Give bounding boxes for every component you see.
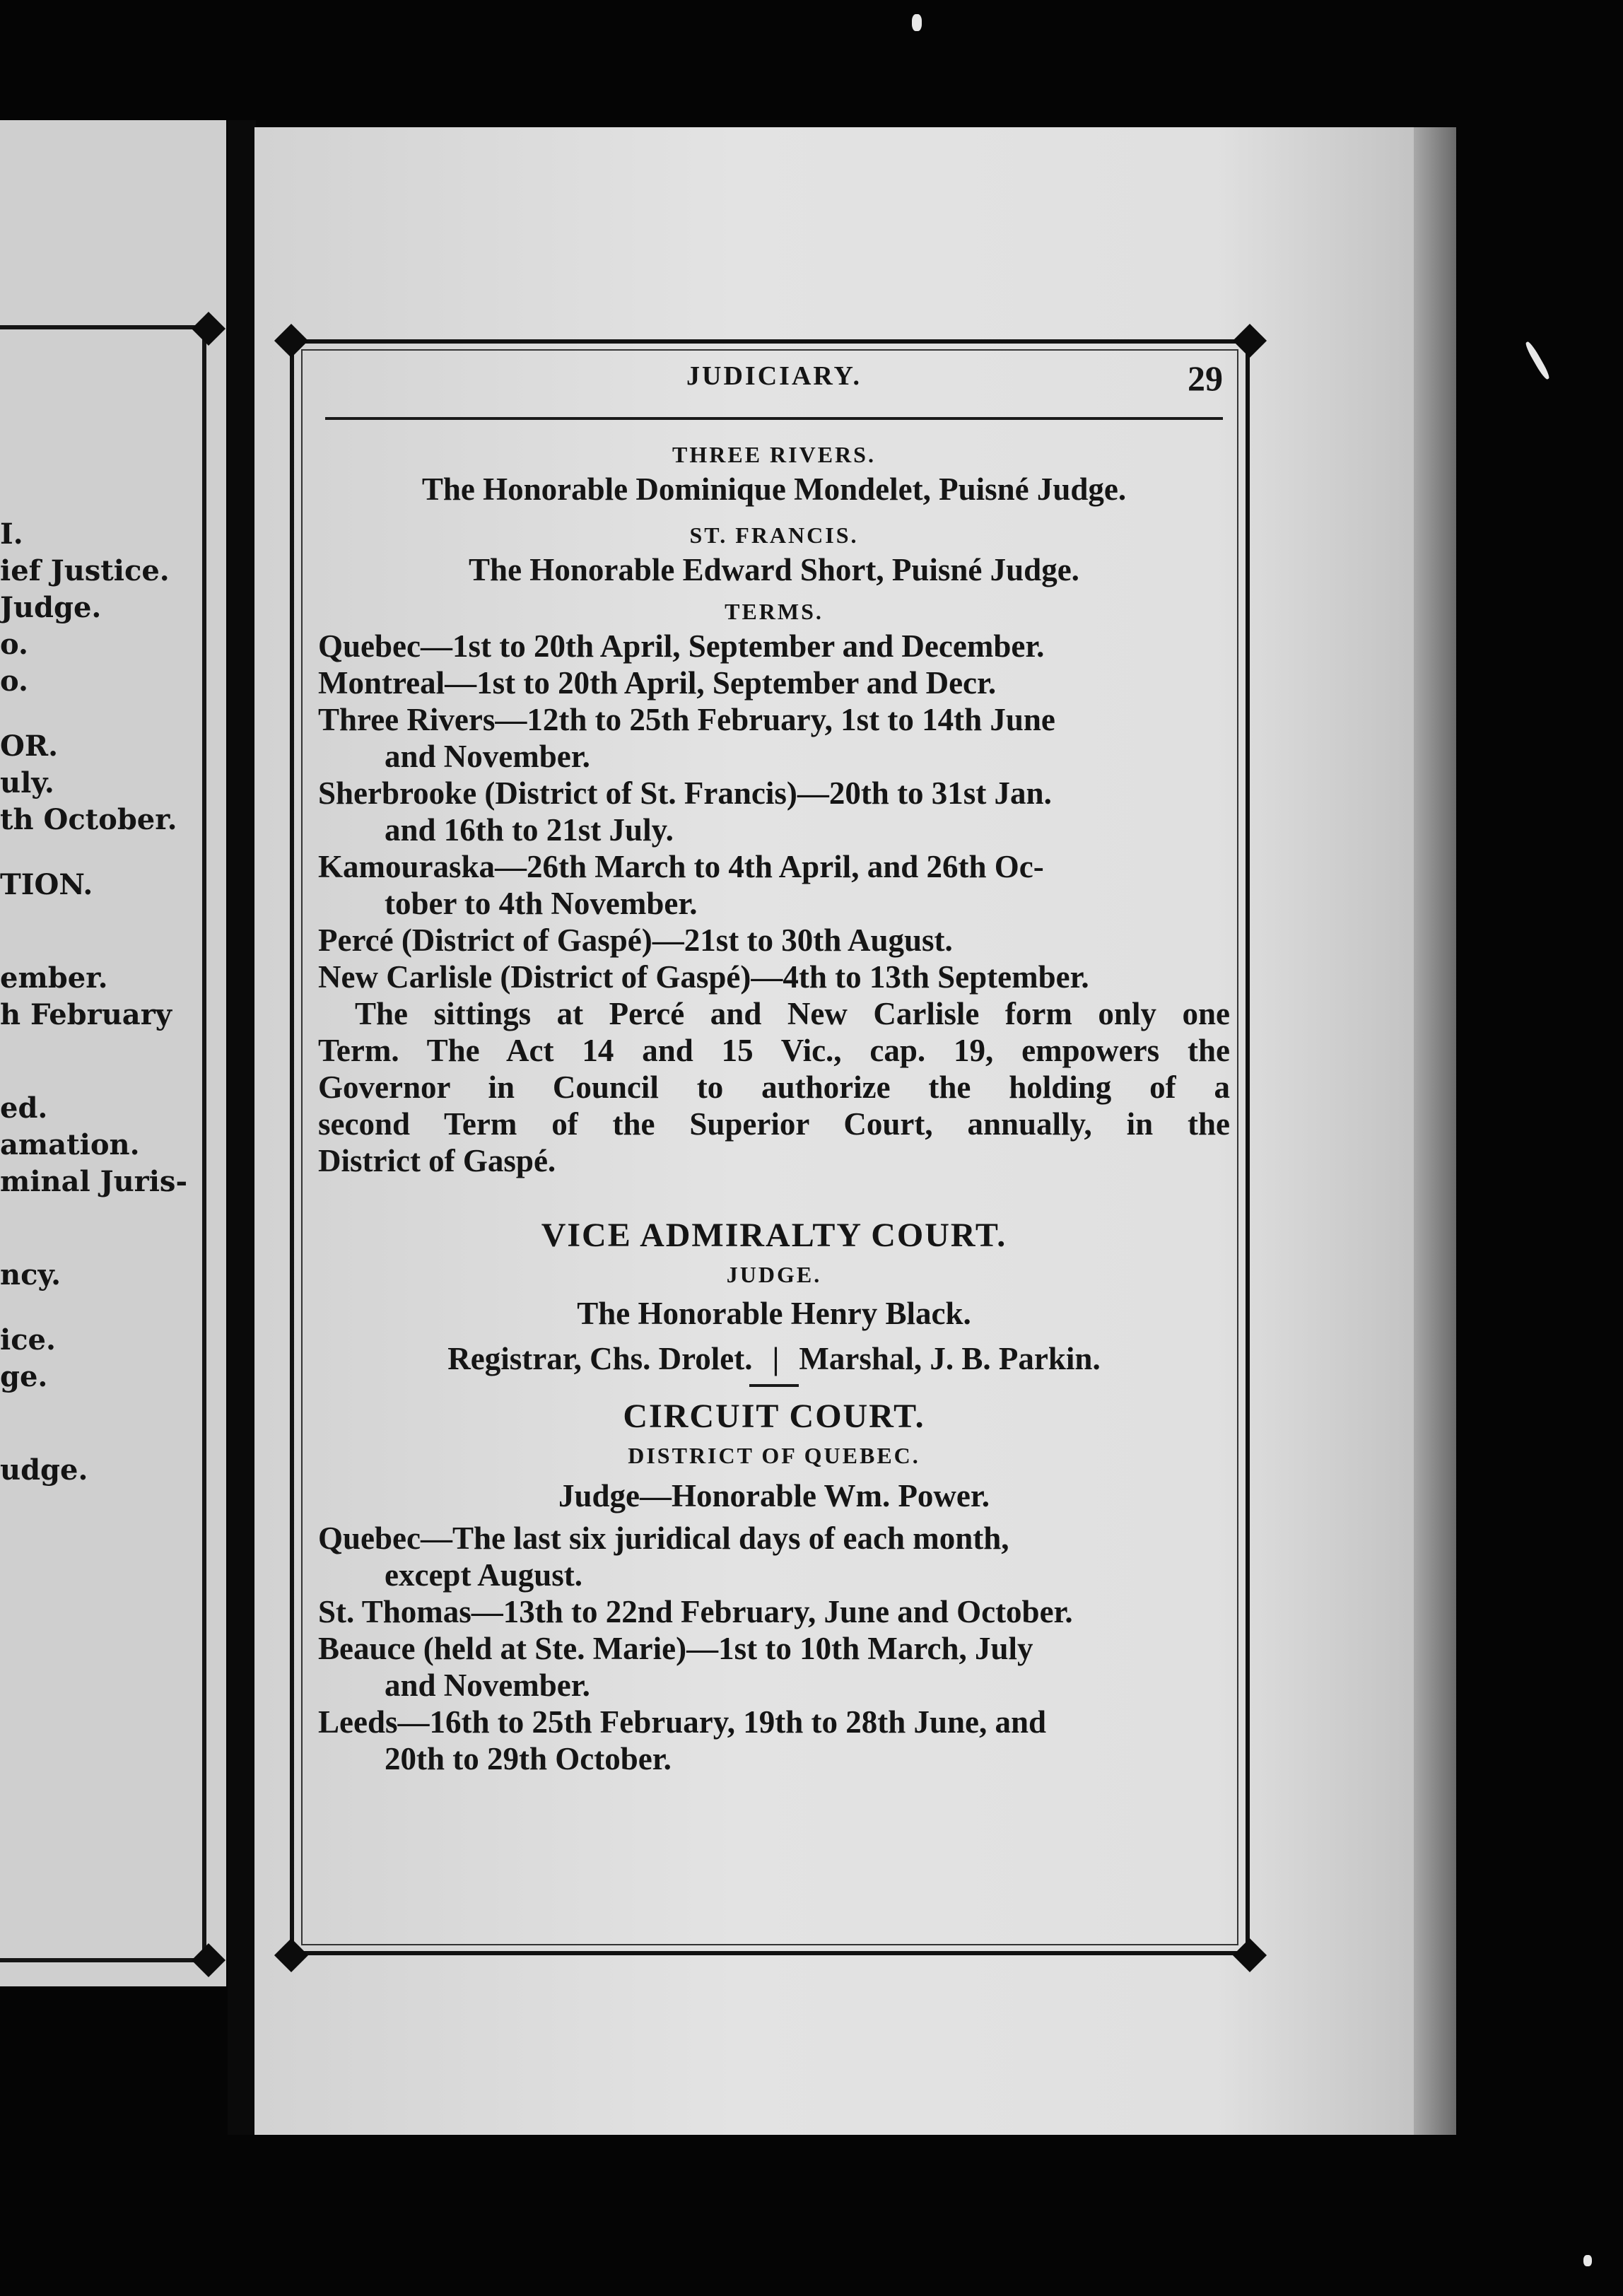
left-page-line: ember.: [0, 961, 108, 995]
page-number: 29: [1188, 358, 1223, 398]
terms-note-line: The sittings at Percé and New Carlisle form only one: [355, 996, 1230, 1031]
left-page-line: o.: [0, 628, 28, 661]
terms-line: Kamouraska—26th March to 4th April, and 26th Oc-: [318, 849, 1044, 884]
terms-note-line: Term. The Act 14 and 15 Vic., cap. 19, empowers the: [318, 1033, 1230, 1068]
left-page-line: TION.: [0, 868, 93, 901]
section-heading-circuit-court: CIRCUIT COURT.: [623, 1398, 925, 1435]
terms-line: Three Rivers—12th to 25th February, 1st to 14th June: [318, 702, 1055, 737]
terms-line: tober to 4th November.: [385, 886, 698, 921]
left-page-line: amation.: [0, 1128, 140, 1161]
circuit-line: 20th to 29th October.: [385, 1741, 672, 1776]
dust-speck: [1524, 341, 1552, 381]
running-head: [325, 353, 1223, 420]
circuit-line: St. Thomas—13th to 22nd February, June and October.: [318, 1594, 1073, 1629]
st-francis-judge: The Honorable Edward Short, Puisné Judge.: [469, 552, 1079, 587]
terms-line: and November.: [385, 739, 590, 774]
terms-list: [318, 628, 1230, 995]
left-page-line: o.: [0, 664, 28, 698]
terms-line: Percé (District of Gaspé)—21st to 30th August.: [318, 922, 953, 958]
vice-admiralty-subheading: JUDGE.: [726, 1262, 822, 1287]
circuit-line: and November.: [385, 1668, 590, 1703]
section-heading-st-francis: ST. FRANCIS.: [689, 522, 859, 548]
page-edge-shadow: [1414, 127, 1456, 2135]
circuit-line: Quebec—The last six juridical days of each month,: [318, 1521, 1009, 1556]
terms-line: Montreal—1st to 20th April, September and Decr.: [318, 665, 997, 701]
terms-line: New Carlisle (District of Gaspé)—4th to 13th September.: [318, 959, 1089, 995]
left-page-frame-top: [0, 325, 205, 329]
left-page-line: uly.: [0, 766, 54, 800]
officer-separator: |: [772, 1341, 780, 1376]
page-content: [318, 353, 1230, 1777]
left-page-line: ncy.: [0, 1258, 61, 1292]
terms-note-line: District of Gaspé.: [318, 1143, 556, 1178]
terms-note: [318, 995, 1230, 1179]
left-page-line: ief Justice.: [0, 554, 170, 587]
left-page-line: h February: [0, 998, 172, 1031]
circuit-line: Leeds—16th to 25th February, 19th to 28th June, and: [318, 1704, 1047, 1740]
dust-speck: [912, 14, 922, 31]
left-facing-page: [0, 120, 226, 1986]
circuit-line: except August.: [385, 1557, 582, 1593]
three-rivers-judge: The Honorable Dominique Mondelet, Puisné Judge.: [421, 472, 1127, 507]
left-page-line: minal Juris-: [0, 1165, 188, 1198]
marshal: Marshal, J. B. Parkin.: [799, 1341, 1101, 1376]
vice-admiralty-judge: The Honorable Henry Black.: [577, 1296, 971, 1331]
left-page-line: th October.: [0, 803, 177, 836]
terms-line: Quebec—1st to 20th April, September and December.: [318, 628, 1045, 664]
circuit-court-judge: Judge—Honorable Wm. Power.: [558, 1478, 990, 1513]
circuit-line: Beauce (held at Ste. Marie)—1st to 10th March, July: [318, 1631, 1033, 1666]
section-heading-terms: TERMS.: [725, 599, 824, 624]
section-heading-three-rivers: THREE RIVERS.: [672, 442, 876, 467]
left-page-line: I.: [0, 517, 23, 551]
left-page-line: udge.: [0, 1453, 88, 1487]
registrar: Registrar, Chs. Drolet.: [447, 1341, 753, 1376]
book-gutter: [228, 120, 256, 2135]
dust-speck: [1583, 2255, 1592, 2266]
terms-note-line: Governor in Council to authorize the holding of a: [318, 1070, 1230, 1105]
left-page-frame-bottom: [0, 1958, 205, 1962]
running-title: JUDICIARY.: [686, 361, 862, 391]
left-page-line: ed.: [0, 1091, 48, 1125]
terms-line: Sherbrooke (District of St. Francis)—20th to 31st Jan.: [318, 775, 1052, 811]
terms-note-line: second Term of the Superior Court, annually, in the: [318, 1106, 1230, 1142]
section-heading-vice-admiralty: VICE ADMIRALTY COURT.: [541, 1217, 1007, 1254]
vice-admiralty-officers: [318, 1339, 1230, 1378]
left-page-line: Judge.: [0, 591, 102, 624]
terms-line: and 16th to 21st July.: [385, 812, 674, 848]
left-page-line: OR.: [0, 730, 59, 763]
left-page-frame-right: [202, 332, 206, 1958]
circuit-court-subheading: DISTRICT OF QUEBEC.: [628, 1443, 920, 1468]
left-page-text: [0, 516, 198, 1489]
left-page-line: ice.: [0, 1323, 56, 1357]
circuit-court-list: [318, 1520, 1230, 1777]
left-page-line: ge.: [0, 1360, 48, 1393]
section-rule: [749, 1384, 799, 1387]
